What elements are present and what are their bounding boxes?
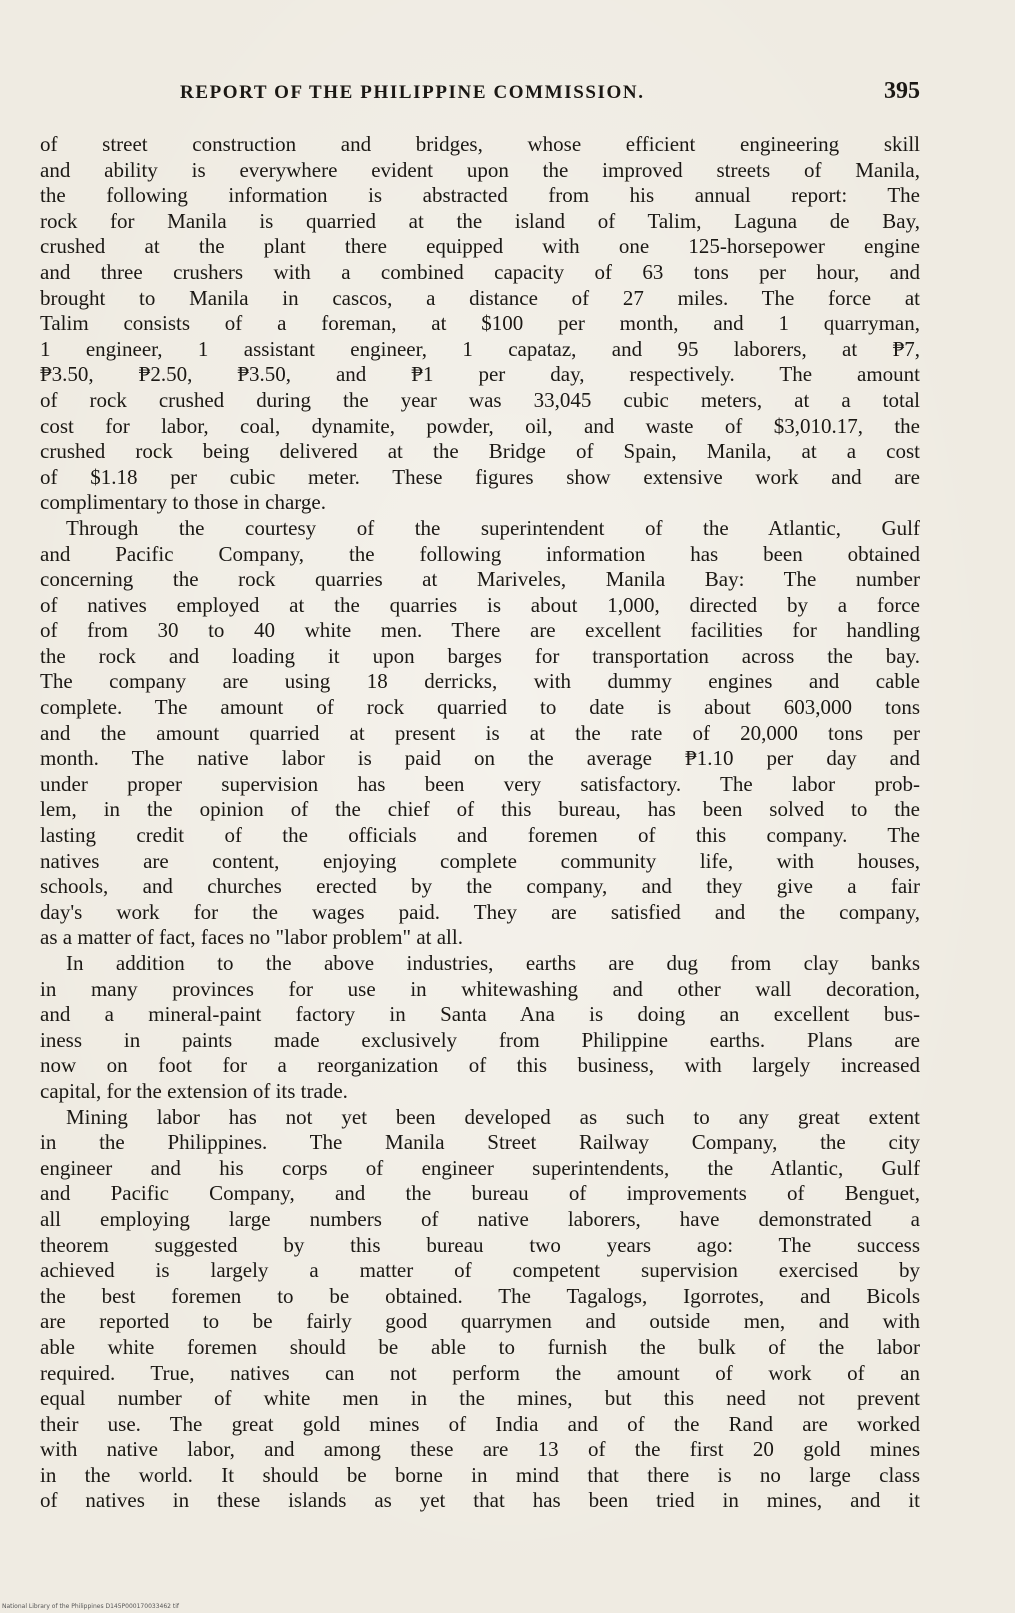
text-line: lasting credit of the officials and foremen of this company. The bbox=[40, 823, 920, 848]
text-line: are reported to be fairly good quarrymen and outside men, and with bbox=[40, 1309, 920, 1334]
text-line: now on foot for a reorganization of this business, with largely increased bbox=[40, 1053, 920, 1078]
text-line: in the world. It should be borne in mind that there is no large class bbox=[40, 1462, 920, 1487]
text-line: of natives employed at the quarries is about 1,000, directed by a force bbox=[40, 592, 920, 617]
text-line: achieved is largely a matter of competent supervision exercised by bbox=[40, 1258, 920, 1283]
text-line: of rock crushed during the year was 33,045 cubic meters, at a total bbox=[40, 387, 920, 412]
text-line: crushed at the plant there equipped with one 125-horsepower engine bbox=[40, 234, 920, 259]
paragraph bbox=[40, 1105, 920, 1515]
paragraph bbox=[40, 516, 920, 951]
paragraph bbox=[40, 951, 920, 1105]
text-line: schools, and churches erected by the company, and they give a fair bbox=[40, 874, 920, 899]
scan-credit: National Library of the Philippines D145P000170033462 tif bbox=[2, 1603, 180, 1610]
text-line: and three crushers with a combined capacity of 63 tons per hour, and bbox=[40, 259, 920, 284]
text-line: as a matter of fact, faces no "labor problem" at all. bbox=[40, 925, 463, 950]
text-line: cost for labor, coal, dynamite, powder, oil, and waste of $3,010.17, the bbox=[40, 413, 920, 438]
text-line: complete. The amount of rock quarried to date is about 603,000 tons bbox=[40, 695, 920, 720]
text-line: Through the courtesy of the superintendent of the Atlantic, Gulf bbox=[66, 515, 920, 540]
text-line: month. The native labor is paid on the average ₱1.10 per day and bbox=[40, 746, 920, 771]
text-line: lem, in the opinion of the chief of this bureau, has been solved to the bbox=[40, 797, 920, 822]
text-line: engineer and his corps of engineer superintendents, the Atlantic, Gulf bbox=[40, 1155, 920, 1180]
text-line: and ability is everywhere evident upon the improved streets of Manila, bbox=[40, 157, 920, 182]
text-line: the rock and loading it upon barges for transportation across the bay. bbox=[40, 643, 920, 668]
text-line: rock for Manila is quarried at the island of Talim, Laguna de Bay, bbox=[40, 208, 920, 233]
text-line: required. True, natives can not perform the amount of work of an bbox=[40, 1360, 920, 1385]
page-number: 395 bbox=[884, 78, 920, 104]
text-line: of $1.18 per cubic meter. These figures show extensive work and are bbox=[40, 464, 920, 489]
text-line: concerning the rock quarries at Mariveles, Manila Bay: The number bbox=[40, 567, 920, 592]
text-line: natives are content, enjoying complete community life, with houses, bbox=[40, 848, 920, 873]
running-title: REPORT OF THE PHILIPPINE COMMISSION. bbox=[180, 82, 645, 103]
text-line: ₱3.50, ₱2.50, ₱3.50, and ₱1 per day, respectively. The amount bbox=[40, 362, 920, 387]
text-line: crushed rock being delivered at the Bridge of Spain, Manila, at a cost bbox=[40, 439, 920, 464]
text-line: in the Philippines. The Manila Street Railway Company, the city bbox=[40, 1130, 920, 1155]
running-header bbox=[40, 78, 920, 118]
text-line: Talim consists of a foreman, at $100 per month, and 1 quarryman, bbox=[40, 311, 920, 336]
paragraph bbox=[40, 132, 920, 516]
text-line: The company are using 18 derricks, with dummy engines and cable bbox=[40, 669, 920, 694]
text-line: Mining labor has not yet been developed as such to any great extent bbox=[66, 1104, 920, 1129]
text-line: brought to Manila in cascos, a distance of 27 miles. The force at bbox=[40, 285, 920, 310]
body-text bbox=[40, 132, 920, 1514]
text-line: theorem suggested by this bureau two years ago: The success bbox=[40, 1232, 920, 1257]
text-line: In addition to the above industries, earths are dug from clay banks bbox=[66, 951, 920, 975]
text-line: and a mineral-paint factory in Santa Ana is doing an excellent bus- bbox=[40, 1002, 920, 1027]
text-line: iness in paints made exclusively from Philippine earths. Plans are bbox=[40, 1027, 920, 1052]
text-line: in many provinces for use in whitewashing and other wall decoration, bbox=[40, 976, 920, 1001]
text-line: 1 engineer, 1 assistant engineer, 1 capataz, and 95 laborers, at ₱7, bbox=[40, 336, 920, 361]
text-line: of from 30 to 40 white men. There are excellent facilities for handling bbox=[40, 618, 920, 643]
text-line: and Pacific Company, the following information has been obtained bbox=[40, 541, 920, 566]
text-line: under proper supervision has been very satisfactory. The labor prob- bbox=[40, 771, 920, 796]
text-line: of street construction and bridges, whose efficient engineering skill bbox=[40, 132, 920, 156]
text-line: of natives in these islands as yet that has been tried in mines, and it bbox=[40, 1488, 920, 1513]
text-line: the following information is abstracted from his annual report: The bbox=[40, 183, 920, 208]
text-line: complimentary to those in charge. bbox=[40, 490, 326, 515]
text-line: and the amount quarried at present is at the rate of 20,000 tons per bbox=[40, 720, 920, 745]
text-line: with native labor, and among these are 13 of the first 20 gold mines bbox=[40, 1437, 920, 1462]
text-line: the best foremen to be obtained. The Tagalogs, Igorrotes, and Bicols bbox=[40, 1283, 920, 1308]
text-line: their use. The great gold mines of India and of the Rand are worked bbox=[40, 1411, 920, 1436]
text-line: day's work for the wages paid. They are satisfied and the company, bbox=[40, 899, 920, 924]
text-line: equal number of white men in the mines, but this need not prevent bbox=[40, 1386, 920, 1411]
text-line: all employing large numbers of native laborers, have demonstrated a bbox=[40, 1206, 920, 1231]
text-line: and Pacific Company, and the bureau of improvements of Benguet, bbox=[40, 1181, 920, 1206]
text-line: able white foremen should be able to furnish the bulk of the labor bbox=[40, 1334, 920, 1359]
text-line: capital, for the extension of its trade. bbox=[40, 1078, 348, 1103]
